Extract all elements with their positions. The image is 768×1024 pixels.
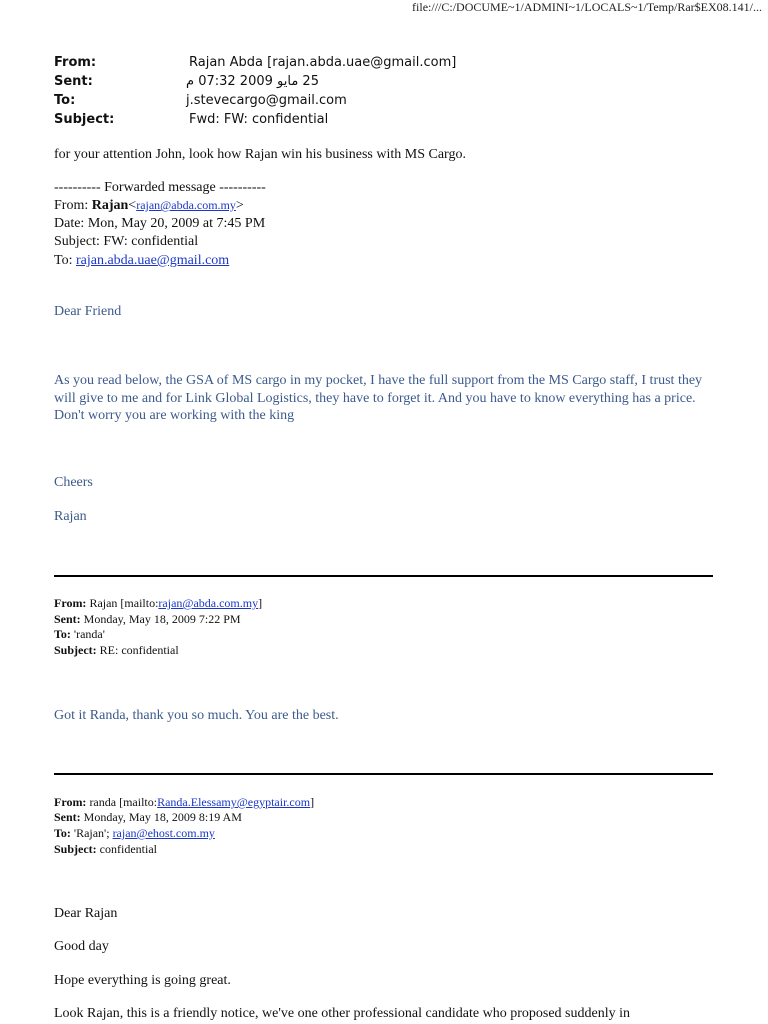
greeting-dear-friend: Dear Friend bbox=[54, 304, 122, 319]
reply2-from bbox=[54, 795, 314, 810]
reply2-sent bbox=[54, 810, 242, 825]
reply1-from-label: From: bbox=[54, 596, 87, 610]
reply1-from bbox=[54, 596, 262, 611]
reply1-from-end: ] bbox=[258, 596, 263, 610]
file-path: file:///C:/DOCUME~1/ADMINI~1/LOCALS~1/Temp/Rar$EX08.141/... bbox=[412, 0, 762, 14]
reply2-from-end: ] bbox=[310, 795, 315, 809]
reply1-to-label: To: bbox=[54, 627, 71, 641]
reply2-greeting: Dear Rajan bbox=[54, 906, 118, 921]
reply2-sent-value: Monday, May 18, 2009 8:19 AM bbox=[80, 810, 242, 824]
reply2-subject bbox=[54, 842, 157, 857]
subject-value: Fwd: FW: confidential bbox=[189, 112, 329, 127]
reply2-line-hope: Hope everything is going great. bbox=[54, 973, 231, 988]
forwarded-from-prefix: From: bbox=[54, 198, 92, 213]
forwarded-from: From: Rajan<rajan@abda.com.my> bbox=[54, 198, 244, 213]
signature-rajan: Rajan bbox=[54, 509, 87, 524]
reply2-to-text: 'Rajan'; bbox=[70, 826, 113, 840]
sent-value: 25 مايو 2009 07:32 م bbox=[186, 74, 319, 89]
reply2-line-good-day: Good day bbox=[54, 939, 109, 954]
separator-rule bbox=[54, 773, 713, 775]
forwarded-to-email-link[interactable]: rajan.abda.uae@gmail.com bbox=[75, 253, 230, 268]
message-paragraph: As you read below, the GSA of MS cargo in my pocket, I have the full support from the MS Cargo staff, I trust they will give to me and for Link Global Logistics, they have to forget it. And you have to know everything has a price. Don't worry you are working with the king bbox=[54, 373, 703, 423]
reply1-to bbox=[54, 627, 105, 642]
reply2-to bbox=[54, 826, 215, 841]
to-value: j.stevecargo@gmail.com bbox=[186, 93, 347, 108]
intro-text: for your attention John, look how Rajan win his business with MS Cargo. bbox=[54, 147, 466, 162]
forwarded-to-prefix: To: bbox=[54, 253, 76, 268]
reply2-sent-label: Sent: bbox=[54, 810, 81, 824]
reply1-subject bbox=[54, 643, 179, 658]
reply2-from-label: From: bbox=[54, 795, 87, 809]
to-label: To: bbox=[54, 93, 76, 108]
from-value: Rajan Abda [rajan.abda.uae@gmail.com] bbox=[189, 55, 457, 70]
reply2-subject-value: confidential bbox=[96, 842, 157, 856]
reply1-to-value: 'randa' bbox=[70, 627, 105, 641]
reply2-to-label: To: bbox=[54, 826, 71, 840]
forwarded-subject: Subject: FW: confidential bbox=[54, 234, 199, 249]
reply1-sent-label: Sent: bbox=[54, 612, 81, 626]
reply1-from-text: Rajan [mailto: bbox=[86, 596, 159, 610]
forwarded-from-email-link[interactable]: rajan@abda.com.my bbox=[136, 198, 236, 212]
reply1-subject-value: RE: confidential bbox=[96, 643, 179, 657]
forwarded-from-name: Rajan bbox=[91, 198, 129, 213]
forwarded-to bbox=[54, 253, 229, 269]
reply2-to-email-link[interactable]: rajan@ehost.com.my bbox=[112, 826, 215, 840]
reply2-from-text: randa [mailto: bbox=[86, 795, 158, 809]
separator-rule bbox=[54, 575, 713, 577]
reply1-sent-value: Monday, May 18, 2009 7:22 PM bbox=[80, 612, 241, 626]
reply2-subject-label: Subject: bbox=[54, 842, 97, 856]
reply2-from-email-link[interactable]: Randa.Elessamy@egyptair.com bbox=[157, 795, 311, 809]
reply1-body: Got it Randa, thank you so much. You are the best. bbox=[54, 708, 339, 723]
subject-label: Subject: bbox=[54, 112, 115, 127]
reply2-line-notice: Look Rajan, this is a friendly notice, we've one other professional candidate who proposed suddenly in bbox=[54, 1006, 630, 1021]
forwarded-date: Date: Mon, May 20, 2009 at 7:45 PM bbox=[54, 216, 266, 231]
forwarded-divider: ---------- Forwarded message ---------- bbox=[54, 180, 266, 195]
from-label: From: bbox=[54, 55, 97, 70]
reply1-subject-label: Subject: bbox=[54, 643, 97, 657]
reply1-from-email-link[interactable]: rajan@abda.com.my bbox=[158, 596, 259, 610]
sent-label: Sent: bbox=[54, 74, 93, 89]
closing-cheers: Cheers bbox=[54, 475, 93, 490]
reply1-sent bbox=[54, 612, 241, 627]
